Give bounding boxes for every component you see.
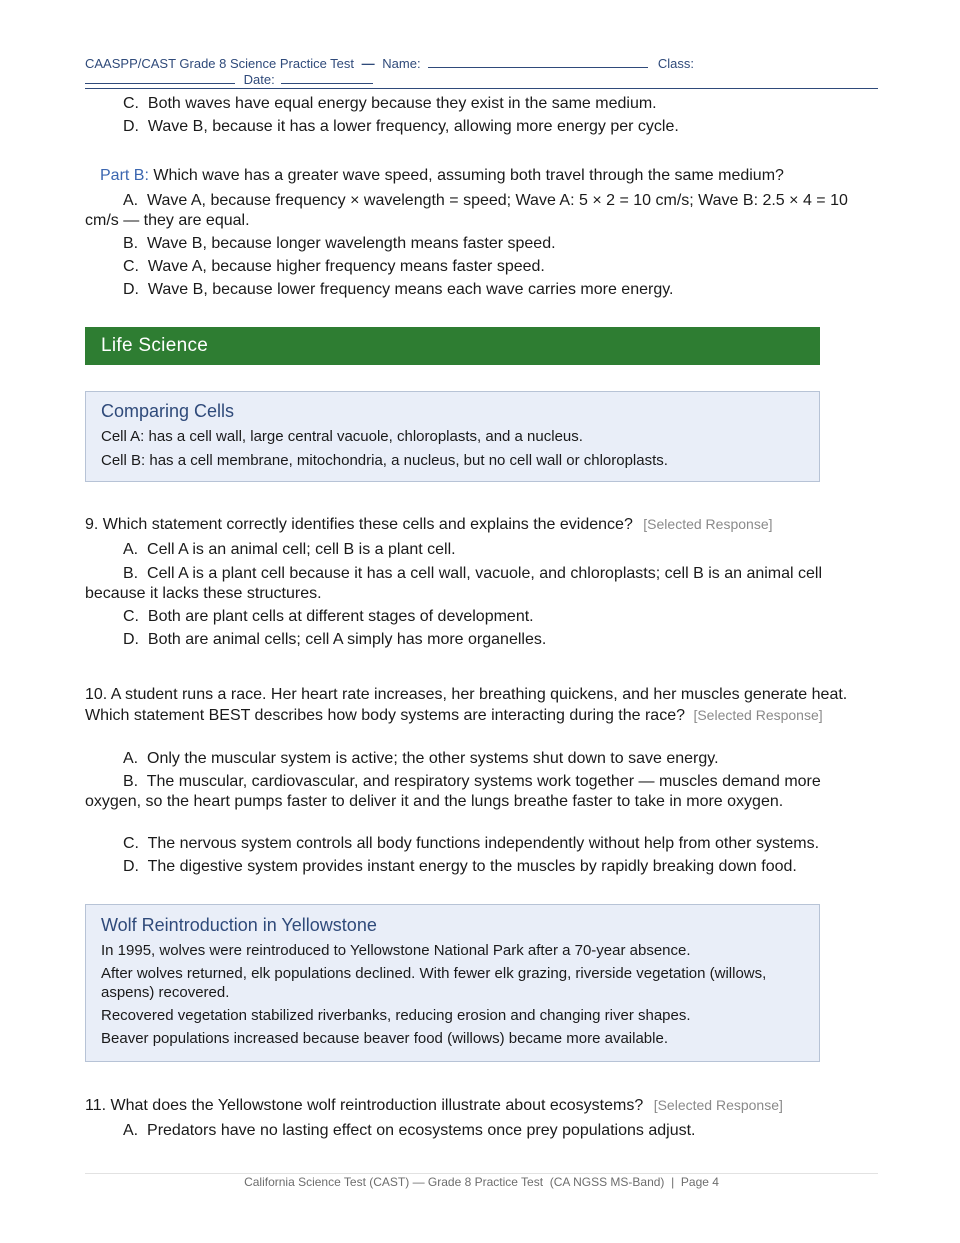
part-b-stem: Which wave has a greater wave speed, assuming both travel through the same medium? <box>153 167 784 184</box>
header-dash: — <box>361 56 375 71</box>
option-text: Wave B, because longer wavelength means faster speed. <box>147 235 556 252</box>
q10-stem <box>85 685 875 726</box>
box-line: Beaver populations increased because beaver food (willows) became more available. <box>101 1030 668 1047</box>
box-line: Cell A: has a cell wall, large central vacuole, chloroplasts, and a nucleus. <box>101 428 583 445</box>
q10-option-a[interactable] <box>123 749 719 769</box>
q9-option-c[interactable] <box>123 607 534 627</box>
response-type-tag: [Selected Response] <box>693 707 823 723</box>
box-line: After wolves returned, elk populations declined. With fewer elk grazing, riverside vegetation (willows, aspens) recovered. <box>101 965 767 1001</box>
header-line-2 <box>85 71 373 88</box>
option-letter: A. <box>123 192 139 209</box>
q9-stem <box>85 514 773 535</box>
option-text: Wave A, because higher frequency means faster speed. <box>147 258 545 275</box>
option-letter: D. <box>123 281 139 298</box>
name-label: Name: <box>382 56 421 71</box>
q10-option-c[interactable] <box>123 834 819 854</box>
option-text: Cell A is an animal cell; cell B is a plant cell. <box>147 541 456 558</box>
option-letter: C. <box>123 835 139 852</box>
part-b-option-c[interactable] <box>123 257 545 277</box>
question-text: 11. What does the Yellowstone wolf reintroduction illustrate about ecosystems? <box>85 1097 644 1114</box>
date-blank[interactable] <box>281 71 373 84</box>
q9-option-a[interactable] <box>123 540 456 560</box>
page-header <box>85 55 878 89</box>
q10-option-d[interactable] <box>123 857 797 877</box>
box-line: In 1995, wolves were reintroduced to Yellowstone National Park after a 70-year absence. <box>101 942 691 959</box>
option-letter: D. <box>123 858 139 875</box>
part-b-option-a[interactable] <box>85 191 878 231</box>
option-letter: D. <box>123 118 139 135</box>
section-header-life-science: Life Science <box>85 327 820 365</box>
question-text: 9. Which statement correctly identifies these cells and explains the evidence? <box>85 516 633 533</box>
option-letter: B. <box>123 565 139 582</box>
option-letter: B. <box>123 235 139 252</box>
option-text: The nervous system controls all body functions independently without help from other systems. <box>147 835 820 852</box>
class-label: Class: <box>657 56 694 71</box>
option-text: Wave A, because frequency × wavelength = speed; Wave A: 5 × 2 = 10 cm/s; Wave B: 2.5 × 4 = 10 cm/s — they are equal. <box>85 192 848 229</box>
box-title: Comparing Cells <box>101 401 235 421</box>
test-title: CAASPP/CAST Grade 8 Science Practice Test <box>85 56 355 71</box>
box-line: Recovered vegetation stabilized riverbanks, reducing erosion and changing river shapes. <box>101 1007 691 1024</box>
footer-text: California Science Test (CAST) — Grade 8 Practice Test (CA NGSS MS-Band) | Page 4 <box>244 1175 719 1189</box>
page-footer <box>85 1173 878 1189</box>
option-text: The muscular, cardiovascular, and respiratory systems work together — muscles demand more oxygen, so the heart pumps faster to deliver it and the lungs breathe faster to take in more oxygen. <box>85 773 821 810</box>
option-text: Both are plant cells at different stages of development. <box>147 608 534 625</box>
option-text: Cell A is a plant cell because it has a cell wall, vacuole, and chloroplasts; cell B is an animal cell because it lacks these structures. <box>85 565 823 602</box>
wolf-reintroduction-box <box>85 904 820 1062</box>
option-text: Wave B, because lower frequency means each wave carries more energy. <box>147 281 674 298</box>
option-text: Only the muscular system is active; the other systems shut down to save energy. <box>147 750 719 767</box>
option-letter: C. <box>123 608 139 625</box>
option-letter: C. <box>123 258 139 275</box>
date-label: Date: <box>243 72 275 87</box>
q11-option-a[interactable] <box>123 1121 696 1141</box>
option-letter: D. <box>123 631 139 648</box>
response-type-tag: [Selected Response] <box>653 1097 783 1113</box>
q11-stem <box>85 1095 783 1116</box>
part-b-option-d[interactable] <box>123 280 673 300</box>
q10-option-b[interactable] <box>85 772 878 812</box>
option-text: Both waves have equal energy because they exist in the same medium. <box>147 95 657 112</box>
name-blank[interactable] <box>428 55 648 68</box>
q9-option-b[interactable] <box>85 564 878 604</box>
option-text: The digestive system provides instant energy to the muscles by rapidly breaking down food. <box>147 858 797 875</box>
option-text: Both are animal cells; cell A simply has more organelles. <box>147 631 547 648</box>
header-line-1 <box>85 55 694 72</box>
class-blank[interactable] <box>85 71 235 84</box>
part-b-question <box>100 166 784 186</box>
option-letter: A. <box>123 1122 139 1139</box>
box-title: Wolf Reintroduction in Yellowstone <box>101 915 377 935</box>
box-line: Cell B: has a cell membrane, mitochondria, a nucleus, but no cell wall or chloroplasts. <box>101 452 668 469</box>
q8-option-d[interactable] <box>123 117 679 137</box>
comparing-cells-box <box>85 391 820 482</box>
response-type-tag: [Selected Response] <box>643 516 773 532</box>
option-letter: A. <box>123 541 139 558</box>
q8-option-c[interactable] <box>123 94 657 114</box>
part-b-label: Part B: <box>100 167 149 184</box>
part-b-option-b[interactable] <box>123 234 556 254</box>
option-text: Predators have no lasting effect on ecosystems once prey populations adjust. <box>147 1122 696 1139</box>
q9-option-d[interactable] <box>123 630 546 650</box>
option-text: Wave B, because it has a lower frequency, allowing more energy per cycle. <box>147 118 679 135</box>
option-letter: B. <box>123 773 139 790</box>
option-letter: A. <box>123 750 139 767</box>
question-text: 10. A student runs a race. Her heart rate increases, her breathing quickens, and her muscles generate heat. Which statement BEST describes how body systems are interacting during the race? <box>85 686 848 724</box>
option-letter: C. <box>123 95 139 112</box>
